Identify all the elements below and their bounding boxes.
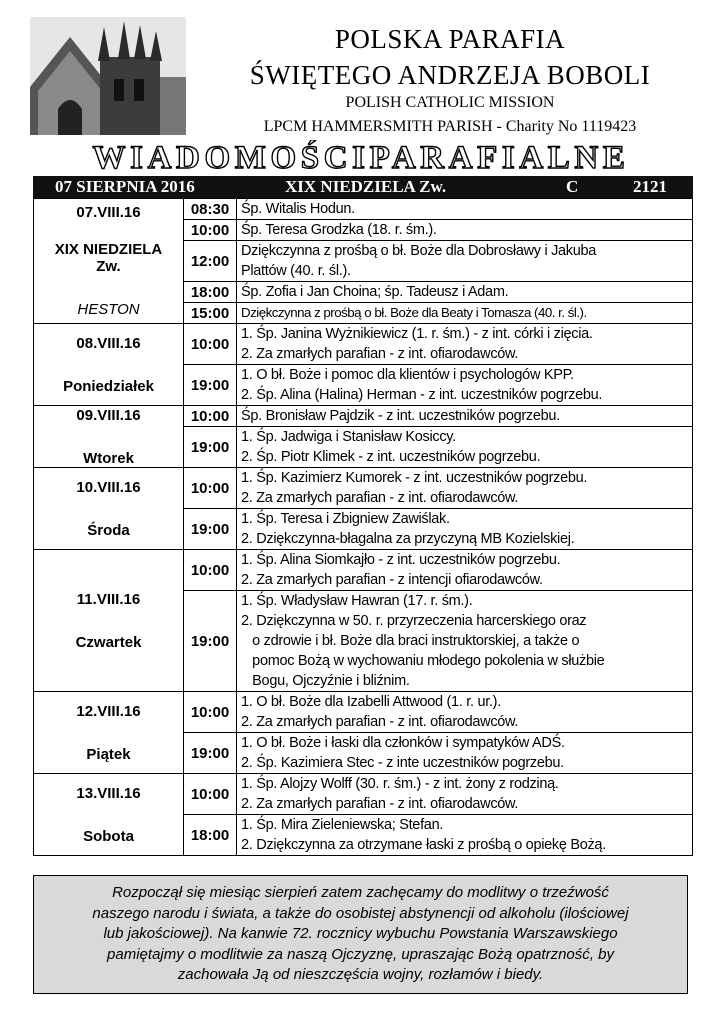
day-name: Wtorek — [83, 449, 134, 467]
announcement-line: lub jakościowej). Na kanwie 72. rocznicy wybuchu Powstania Warszawskiego — [103, 925, 618, 942]
intention-line: pomoc Bożą w wychowaniu młodego pokolenia w służbie — [241, 653, 605, 669]
newsletter-banner: WIADOMOŚCIPARAFIALNE — [92, 140, 630, 176]
intention-line: 2. Dziękczynna za otrzymane łaski z prośbą o opiekę Bożą. — [241, 837, 606, 853]
intention-line: 2. Śp. Piotr Klimek - z int. uczestników pogrzebu. — [241, 449, 541, 465]
intention-line: 2. Dziękczynna w 50. r. przyrzeczenia harcerskiego oraz — [241, 613, 587, 629]
intention-line: 2. Śp. Kazimiera Stec - z inte uczestników pogrzebu. — [241, 755, 564, 771]
date-bar — [33, 176, 693, 198]
intention-line: 1. Śp. Mira Zieleniewska; Stefan. — [241, 817, 444, 833]
announcement-line: zachowała Ją od nieszczęścia wojny, rozłamów i biedy. — [177, 966, 544, 983]
mass-time: 19:00 — [184, 509, 237, 550]
parish-title-line2: ŚWIĘTEGO ANDRZEJA BOBOLI — [249, 60, 651, 90]
table-row — [34, 774, 693, 815]
mass-intention — [237, 282, 693, 303]
intention-line: 2. Za zmarłych parafian - z int. ofiarodawców. — [241, 490, 519, 506]
day-name: Środa — [87, 521, 130, 539]
day-date: 13.VIII.16 — [76, 784, 141, 802]
intention-line: 2. Dziękczynna-błagalna za przyczyną MB Kozielskiej. — [241, 531, 575, 547]
intention-line: 2. Śp. Alina (Halina) Herman - z int. uczestników pogrzebu. — [241, 387, 603, 403]
day-date: 09.VIII.16 — [76, 406, 141, 424]
mass-intention — [237, 509, 693, 550]
intention-line: 1. Śp. Teresa i Zbigniew Zawiślak. — [241, 511, 450, 527]
intention-line: 2. Za zmarłych parafian - z int. ofiarodawców. — [241, 346, 519, 362]
intention-line: 2. Za zmarłych parafian - z int. ofiarodawców. — [241, 714, 519, 730]
table-row — [34, 199, 693, 220]
day-name: XIX NIEDZIELA Zw. — [54, 241, 163, 275]
intention-line: 1. O bł. Boże i łaski dla członków i sympatyków ADŚ. — [241, 735, 565, 751]
table-row — [34, 692, 693, 733]
mass-intention — [237, 468, 693, 509]
datebar-sunday: XIX NIEDZIELA Zw. — [285, 177, 447, 196]
mass-intention — [237, 692, 693, 733]
mass-intention — [237, 550, 693, 591]
mass-schedule-table — [33, 198, 693, 856]
day-date: 08.VIII.16 — [76, 334, 141, 352]
intention-line: o zdrowie i bł. Boże dla braci instruktorskiej, a także o — [241, 633, 580, 649]
day-cell — [34, 199, 184, 324]
mass-time: 19:00 — [184, 733, 237, 774]
mass-intention — [237, 241, 693, 282]
mass-time: 10:00 — [184, 468, 237, 509]
mass-intention — [237, 220, 693, 241]
mass-time: 19:00 — [184, 591, 237, 692]
day-cell — [34, 774, 184, 856]
day-cell — [34, 468, 184, 550]
mass-time: 10:00 — [184, 550, 237, 591]
mass-intention — [237, 591, 693, 692]
table-row — [34, 468, 693, 509]
day-date: 10.VIII.16 — [76, 478, 141, 496]
mass-intention — [237, 406, 693, 427]
intention-line: Plattów (40. r. śl.). — [241, 263, 351, 279]
day-cell — [34, 692, 184, 774]
mass-intention — [237, 427, 693, 468]
day-name: Czwartek — [75, 633, 142, 651]
mass-time: 10:00 — [184, 324, 237, 365]
intention-line: Śp. Zofia i Jan Choina; śp. Tadeusz i Adam. — [241, 284, 509, 300]
mass-intention — [237, 365, 693, 406]
mass-intention — [237, 774, 693, 815]
intention-line: Śp. Bronisław Pajdzik - z int. uczestników pogrzebu. — [241, 408, 560, 424]
mass-time: 18:00 — [184, 815, 237, 856]
intention-line: 1. O bł. Boże i pomoc dla klientów i psychologów KPP. — [241, 367, 574, 383]
day-cell — [34, 324, 184, 406]
mass-time: 10:00 — [184, 406, 237, 427]
charity-line: LPCM HAMMERSMITH PARISH - Charity No 1119423 — [263, 118, 637, 135]
intention-line: 1. Śp. Kazimierz Kumorek - z int. uczestników pogrzebu. — [241, 470, 588, 486]
intention-line: Dziękczynna z prośbą o bł. Boże dla Beaty i Tomasza (40. r. śl.). — [241, 305, 587, 320]
day-date: 12.VIII.16 — [76, 702, 141, 720]
intention-line: 1. Śp. Jadwiga i Stanisław Kosiccy. — [241, 429, 456, 445]
intention-line: 2. Za zmarłych parafian - z int. ofiarodawców. — [241, 796, 519, 812]
table-row — [34, 406, 693, 427]
announcement-line: Rozpoczął się miesiąc sierpień zatem zachęcamy do modlitwy o trzeźwość — [112, 884, 609, 901]
church-photo — [30, 17, 186, 135]
datebar-cycle: C — [566, 177, 579, 196]
intention-line: 1. Śp. Władysław Hawran (17. r. śm.). — [241, 593, 473, 609]
mission-subtitle: POLISH CATHOLIC MISSION — [345, 94, 555, 111]
day-date: 07.VIII.16 — [76, 204, 141, 221]
intention-line: 1. O bł. Boże dla Izabelli Attwood (1. r. ur.). — [241, 694, 501, 710]
datebar-number: 2121 — [633, 177, 667, 196]
mass-time: 10:00 — [184, 692, 237, 733]
mass-time: 12:00 — [184, 241, 237, 282]
day-name: Piątek — [86, 745, 131, 763]
day-location: HESTON — [77, 301, 140, 318]
mass-intention — [237, 324, 693, 365]
mass-time: 10:00 — [184, 774, 237, 815]
mass-time: 08:30 — [184, 199, 237, 220]
mass-intention — [237, 733, 693, 774]
intention-line: 1. Śp. Alina Siomkajło - z int. uczestników pogrzebu. — [241, 552, 561, 568]
mass-time: 19:00 — [184, 427, 237, 468]
intention-line: Śp. Witalis Hodun. — [241, 201, 355, 217]
table-row — [34, 324, 693, 365]
parish-title-line1: POLSKA PARAFIA — [334, 24, 566, 54]
intention-line: Dziękczynna z prośbą o bł. Boże dla Dobrosławy i Jakuba — [241, 243, 597, 259]
mass-time: 10:00 — [184, 220, 237, 241]
mass-intention — [237, 199, 693, 220]
intention-line: Śp. Teresa Grodzka (18. r. śm.). — [241, 222, 437, 238]
datebar-date: 07 SIERPNIA 2016 — [55, 177, 195, 196]
day-name: Sobota — [83, 827, 134, 845]
mass-time: 19:00 — [184, 365, 237, 406]
announcement-line: pamiętajmy o modlitwie za naszą Ojczyznę, upraszając Bożą opatrzność, by — [107, 945, 614, 963]
mass-intention — [237, 815, 693, 856]
announcement-box — [33, 875, 688, 994]
mass-time: 15:00 — [184, 303, 237, 324]
intention-line: Bogu, Ojczyźnie i bliźnim. — [241, 673, 410, 689]
day-date: 11.VIII.16 — [76, 590, 141, 608]
table-row — [34, 550, 693, 591]
intention-line: 1. Śp. Janina Wyżnikiewicz (1. r. śm.) - z int. córki i zięcia. — [241, 326, 593, 342]
mass-intention — [237, 303, 693, 324]
announcement-line: naszego narodu i świata, a także do osobistej abstynencji od alkoholu (ilościowej — [92, 904, 629, 922]
mass-time: 18:00 — [184, 282, 237, 303]
day-cell — [34, 406, 184, 468]
day-cell — [34, 550, 184, 692]
intention-line: 1. Śp. Alojzy Wolff (30. r. śm.) - z int. żony z rodziną. — [241, 776, 559, 792]
day-name: Poniedziałek — [63, 377, 154, 395]
intention-line: 2. Za zmarłych parafian - z intencji ofiarodawców. — [241, 572, 543, 588]
